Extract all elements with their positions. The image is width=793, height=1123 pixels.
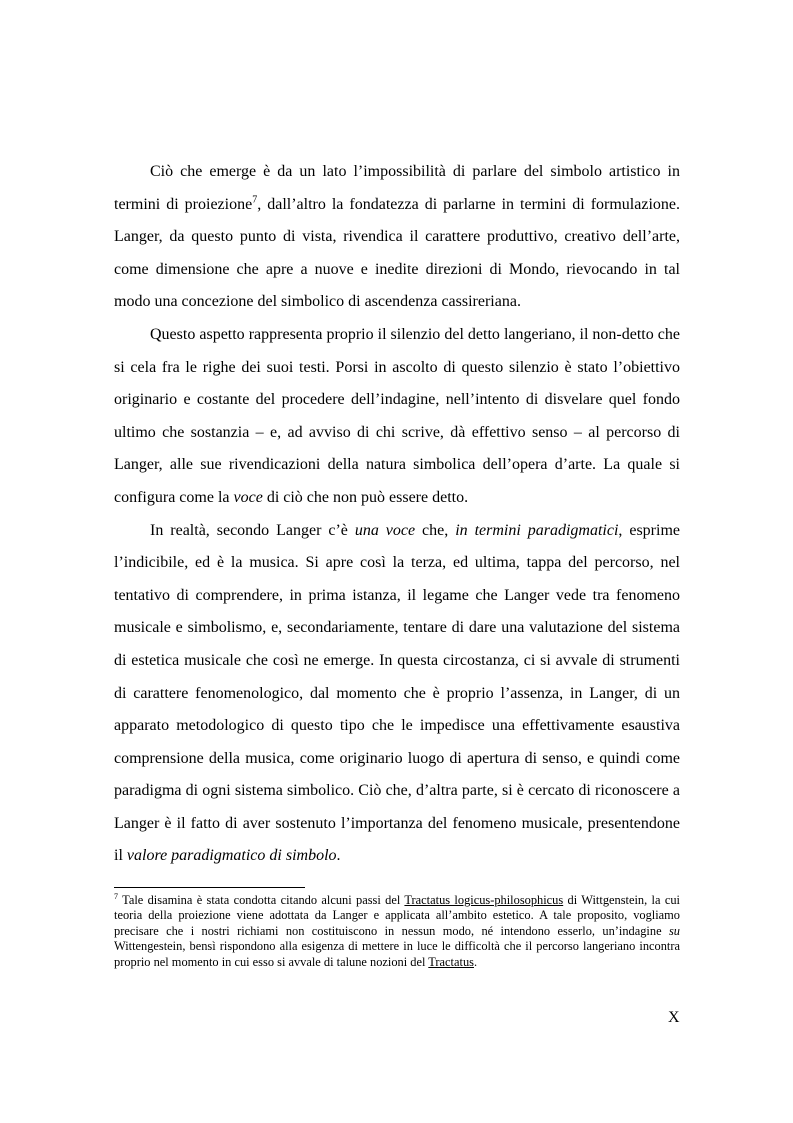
footnote-text-b: di Wittgenstein, la cui teoria della proiezione viene adottata da Langer e applicata all’ambito estetico. A tale proposito, vogliamo precisare che i nostri richiami non costituiscono in nessun modo, né intendono esserlo, un’indagine bbox=[114, 893, 680, 938]
paragraph-2-text-a: Questo aspetto rappresenta proprio il silenzio del detto langeriano, il non-detto che si cela fra le righe dei suoi testi. Porsi in ascolto di questo silenzio è stato l’obiettivo originario e costante del procedere dell’indagine, nell’intento di disvelare quel fondo ultimo che sostanzia – e, ad avviso di chi scrive, dà effettivo senso – al percorso di Langer, alle sue rivendicazioni della natura simbolica dell’opera d’arte. La quale si configura come la bbox=[114, 325, 680, 506]
paragraph-2-text-b: di ciò che non può essere detto. bbox=[262, 488, 469, 506]
main-text bbox=[114, 156, 680, 873]
footnote-number: 7 bbox=[114, 891, 118, 901]
footnote-text-a: Tale disamina è stata condotta citando alcuni passi del bbox=[118, 893, 405, 907]
paragraph-1-text-b: , dall’altro la fondatezza di parlarne in termini di formulazione. Langer, da questo punto di vista, rivendica il carattere produttivo, creativo dell’arte, come dimensione che apre a nuove e inedite direzioni di Mondo, rievocando in tal modo una concezione del simbolico di ascendenza cassireriana. bbox=[114, 195, 680, 311]
footnote-text-c: Wittengestein, bensì rispondono alla esigenza di mettere in luce le difficoltà che il percorso langeriano incontra proprio nel momento in cui esso si avvale di talune nozioni del bbox=[114, 939, 680, 969]
paragraph-3-text-a: In realtà, secondo Langer c’è bbox=[150, 521, 355, 539]
footnote-title-tractatus: Tractatus bbox=[428, 954, 474, 969]
paragraph-2-emphasis: voce bbox=[233, 488, 263, 506]
footnote-7 bbox=[114, 893, 680, 970]
footnote-separator bbox=[114, 887, 305, 888]
page-number: X bbox=[668, 1009, 680, 1026]
paragraph-3-text-c: , esprime l’indicibile, ed è la musica. Si apre così la terza, ed ultima, tappa del percorso, nel tentativo di comprendere, in prima istanza, il legame che Langer vede tra fenomeno musicale e simbolismo, e, secondariamente, tentare di dare una valutazione del sistema di estetica musicale che così ne emerge. In questa circostanza, ci si avvale di strumenti di carattere fenomenologico, dal momento che è proprio l’assenza, in Langer, di un apparato metodologico di questo tipo che le impedisce una effettivamente esaustiva comprensione della musica, come originario luogo di apertura di senso, e quindi come paradigma di ogni sistema simbolico. Ciò che, d’altra parte, si è cercato di riconoscere a Langer è il fatto di aver sostenuto l’importanza del fenomeno musicale, presentendone il bbox=[114, 521, 680, 865]
paragraph-3-emphasis-3: valore paradigmatico di simbolo bbox=[126, 847, 337, 865]
paragraph-3-text-b: che, bbox=[415, 521, 456, 539]
footnote-emphasis: su bbox=[668, 923, 680, 938]
footnote-text-d: . bbox=[473, 954, 478, 969]
paragraph-1 bbox=[114, 156, 680, 319]
footnote-title-tractatus-full: Tractatus logicus-philosophicus bbox=[404, 893, 564, 907]
footnote-reference-7[interactable]: 7 bbox=[252, 194, 258, 206]
paragraph-3 bbox=[114, 515, 680, 874]
paragraph-3-emphasis-2: in termini paradigmatici bbox=[455, 521, 619, 539]
paragraph-3-emphasis-1: una voce bbox=[354, 521, 416, 539]
paragraph-1-text-a: Ciò che emerge è da un lato l’impossibilità di parlare del simbolo artistico in termini di proiezione bbox=[114, 163, 680, 213]
paragraph-3-text-d: . bbox=[336, 847, 341, 865]
paragraph-2 bbox=[114, 319, 680, 515]
